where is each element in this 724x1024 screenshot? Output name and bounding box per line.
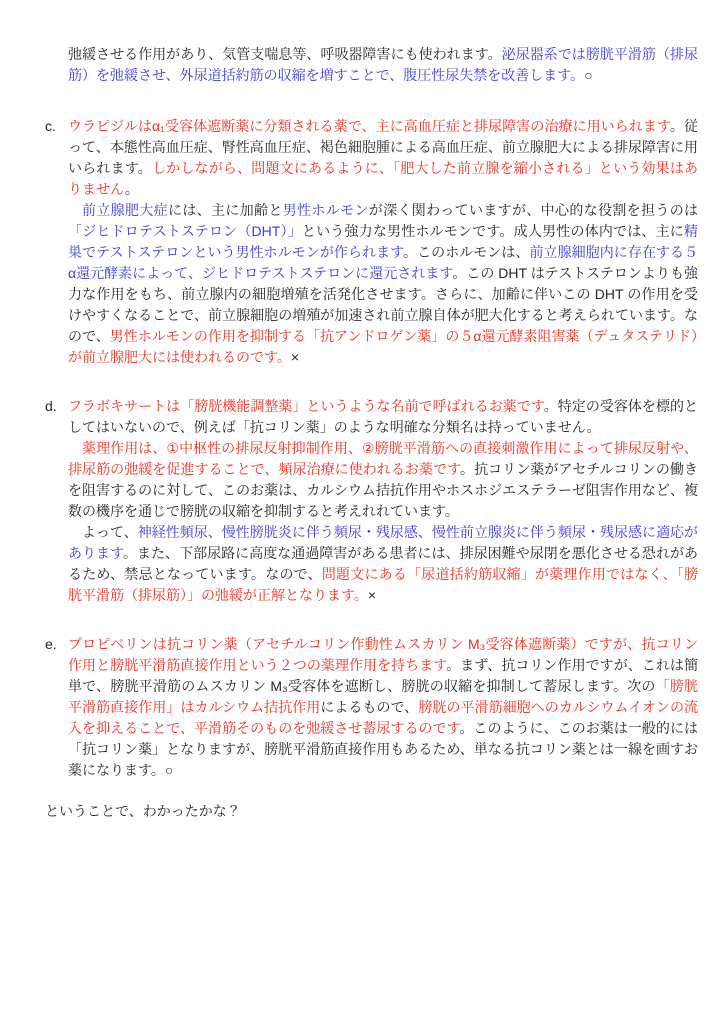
text-run: 前立腺細胞内に存在する５α還元酵素によって、ジヒドロテストステロンに還元されます: [68, 244, 699, 281]
paragraph: [68, 200, 698, 368]
item-body: [68, 116, 698, 368]
text-run: 。この DHT はテストステロンよりも強力な作用をもち、前立腺内の細胞増殖を活発化させます。さらに、加齢に伴いこの DHT の作用を受けやすくなることで、前立腺細胞の増殖が加速され前立腺自体が肥大化すると考えられています。なので、: [68, 265, 698, 344]
item-body: [68, 634, 698, 781]
text-run: ×: [290, 349, 300, 365]
paragraph: [68, 116, 698, 200]
text-run: ×: [367, 587, 377, 603]
text-run: 。このホルモンは、: [403, 244, 530, 260]
paragraph: [68, 522, 698, 606]
text-run: には、主に加齢と: [168, 202, 283, 218]
list-item: [45, 396, 698, 606]
text-run: 。抗コリン薬がアセチルコリンの働きを阻害するのに対して、このお薬は、カルシウム拮抗作用やホスホジエステラーゼ阻害作用など、複数の機序を通じで膀胱の収縮を抑制すると考えれれています。: [68, 461, 698, 519]
text-run: ○: [584, 67, 593, 83]
text-run: ウラピジルはα₁受容体遮断薬に分類される薬で、主に高血圧症と排尿障害の治療に用いられます: [68, 118, 670, 134]
text-run: 「ジヒドロテストステロン（DHT）」: [68, 223, 302, 239]
paragraph: [68, 634, 698, 781]
closing-line: [45, 801, 698, 822]
paragraph: [68, 438, 698, 522]
text-run: プロピベリンは抗コリン薬（アセチルコリン作動性ムスカリン M₃受容体遮断薬）ですが、抗コリン作用と膀胱平滑筋直接作用という２つの薬理作用を持ちます: [68, 636, 698, 673]
text-run: よって、: [82, 524, 138, 540]
text-run: 男性ホルモンの作用を抑制する「抗アンドロゲン薬」の５α還元酵素阻害薬（デュタステリド）が前立腺肥大には使われるのです。: [68, 328, 698, 365]
text-run: という強力な男性ホルモンです。成人男性の体内では、主に: [301, 223, 684, 239]
text-run: 薬理作用は、①中枢性の排尿反射抑制作用、②膀胱平滑筋への直接刺激作用によって排尿反射や、排尿筋の弛緩を促進することで、頻尿治療に使われるお薬です: [68, 440, 698, 477]
text-run: 膀胱の平滑筋細胞へのカルシウムイオンの流入を抑えることで、平滑筋そのものを弛緩させ蓄尿するのです: [68, 699, 698, 736]
text-run: しかしながら、問題文にあるように、「肥大した前立腺を縮小される」という効果はありません: [68, 160, 699, 197]
text-run: 。従って、本態性高血圧症、腎性高血圧症、褐色細胞腫による高血圧症、前立腺肥大による排尿障害に用いられます。: [68, 118, 698, 176]
text-run: が深く関わっていますが、中心的な役割を担うのは: [368, 202, 699, 218]
text-run: 。また、下部尿路に高度な通過障害がある患者には、排尿困難や尿閉を悪化させる恐れがあるため、禁忌となっています。なので、: [68, 545, 698, 582]
text-run: 。特定の受容体を標的としてはいないので、例えば「抗コリン薬」のような明確な分類名は持っていません。: [68, 398, 699, 435]
text-run: 神経性頻尿、慢性膀胱炎に伴う頻尿・残尿感、慢性前立腺炎に伴う頻尿・残尿感に適応があります: [68, 524, 698, 561]
text-run: 。: [124, 181, 139, 197]
item-body: [68, 396, 698, 606]
list-item: [45, 634, 698, 781]
text-run: 問題文にある「尿道括約筋収縮」が薬理作用ではなく、「膀胱平滑筋（排尿筋）」の弛緩が正解となります。: [68, 566, 699, 603]
text-run: によるもので、: [320, 699, 419, 715]
item-label: d.: [45, 398, 57, 414]
text-run: ということで、わかったかな？: [45, 803, 241, 819]
text-run: 泌尿器系では膀胱平滑筋（排尿筋）を弛緩させ、外尿道括約筋の収縮を増すことで、腹圧性尿失禁を改善します。: [68, 46, 698, 83]
text-run: 。このように、このお薬は一般的には「抗コリン薬」となりますが、膀胱平滑筋直接作用もあるため、単なる抗コリン薬とは一線を画すお薬になります。○: [68, 720, 698, 778]
item-label: c.: [45, 118, 56, 134]
text-run: フラボキサートは「膀胱機能調整薬」というような名前で呼ばれるお薬です: [68, 398, 544, 414]
text-run: 男性ホルモン: [282, 202, 369, 218]
answer-explanation-list: [45, 116, 698, 781]
text-run: 弛緩させる作用があり、気管支喘息等、呼吸器障害にも使われます。: [68, 46, 502, 62]
item-label: e.: [45, 636, 57, 652]
text-run: 「膀胱平滑筋直接作用」はカルシウム拮抗作用: [68, 678, 698, 715]
paragraph: [68, 396, 698, 438]
text-run: 。まず、抗コリン作用ですが、これは簡単で、膀胱平滑筋のムスカリン M₃受容体を遮断し、膀胱の収縮を抑制して蓄尿します。次の: [68, 657, 698, 694]
list-item: [45, 116, 698, 368]
text-run: 前立腺肥大症: [82, 202, 169, 218]
text-run: 精巣でテストステロンという男性ホルモンが作られます: [68, 223, 698, 260]
intro-paragraph: [68, 44, 698, 86]
